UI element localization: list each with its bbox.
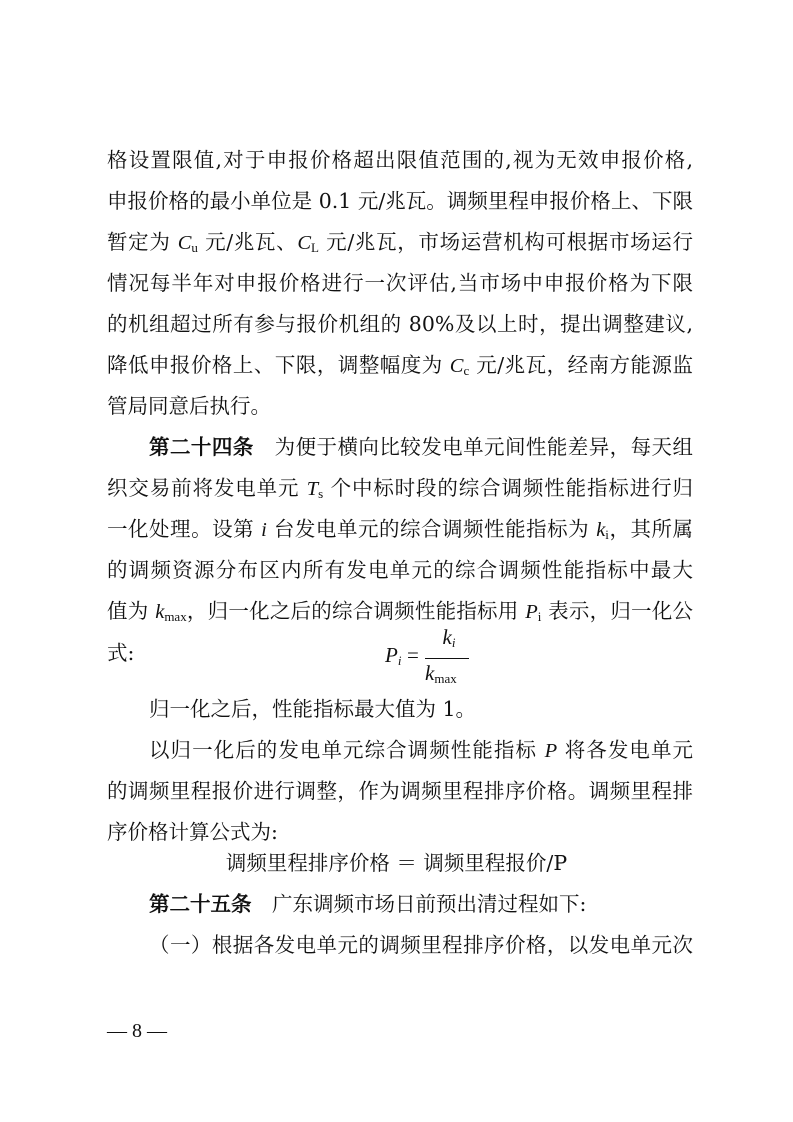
text-fragment: 元/兆瓦、: [197, 230, 298, 254]
text-fragment: ，归一化之后的综合调频性能指标用: [186, 599, 526, 623]
formula-lhs: $P_i$: [385, 643, 402, 668]
article-25-line: [149, 889, 693, 919]
text-line: 序价格计算公式为:: [107, 820, 278, 844]
article-24-first-line: [149, 432, 693, 462]
text-fragment: 元/兆瓦，市场运营机构可根据市场运行: [318, 230, 693, 254]
article-heading: 第二十四条: [149, 435, 254, 459]
math-symbol: i: [261, 519, 267, 541]
math-subscript: i: [451, 635, 456, 650]
text-line: 的机组超过所有参与报价机组的 80%及以上时，提出调整建议,: [107, 312, 693, 336]
text-fragment: 为便于横向比较发电单元间性能差异，每天组: [274, 435, 694, 459]
text-line: [107, 227, 693, 257]
formula-denominator: $k_{max}$: [425, 661, 457, 686]
formula-numerator: $k_i$: [442, 625, 456, 650]
math-symbol: C: [297, 232, 312, 254]
math-symbol: k: [596, 519, 606, 541]
math-subscript: max: [164, 609, 187, 624]
math-symbol: k: [155, 601, 165, 623]
math-subscript: L: [311, 240, 319, 255]
sorting-price-formula: 调频里程排序价格 ＝ 调频里程报价/P: [225, 851, 568, 875]
text-line: 归一化之后，性能指标最大值为 1。: [149, 697, 477, 721]
text-line: 格设置限值,对于申报价格超出限值范围的,视为无效申报价格,: [107, 148, 693, 172]
text-fragment: 暂定为: [107, 230, 178, 254]
formula-equals: =: [407, 643, 419, 667]
text-line: 情况每半年对申报价格进行一次评估,当市场中申报价格为下限: [107, 271, 693, 295]
text-fragment: 台发电单元的综合调频性能指标为: [266, 517, 597, 541]
text-line: 的调频里程报价进行调整，作为调频里程排序价格。调频里程排: [107, 779, 693, 803]
math-subscript: max: [434, 671, 457, 686]
text-fragment: 一化处理。设第: [107, 517, 262, 541]
text-line: [149, 735, 693, 765]
text-fragment: 以归一化后的发电单元综合调频性能指标: [149, 738, 545, 762]
article-heading: 第二十五条: [149, 892, 252, 916]
math-symbol: C: [449, 355, 464, 377]
math-subscript: s: [318, 486, 324, 501]
math-symbol: T: [306, 478, 319, 500]
math-symbol: P: [525, 601, 538, 623]
text-line: [107, 514, 693, 544]
math-subscript: i: [605, 527, 609, 542]
text-fragment: 织交易前将发电单元: [107, 476, 307, 500]
text-fragment: 元/兆瓦，经南方能源监: [469, 353, 693, 377]
text-line: [107, 473, 693, 503]
text-fragment: 将各发电单元: [557, 738, 693, 762]
math-subscript: u: [191, 240, 198, 255]
page-number: — 8 —: [107, 1020, 167, 1042]
text-line: 的调频资源分布区内所有发电单元的综合调频性能指标中最大: [107, 558, 693, 582]
text-fragment: 广东调频市场日前预出清过程如下:: [272, 892, 587, 916]
text-line: 式:: [107, 641, 135, 665]
math-symbol: C: [177, 232, 192, 254]
text-fragment: 值为: [107, 599, 156, 623]
text-fragment: 表示，归一化公: [541, 599, 693, 623]
text-line: 管局同意后执行。: [107, 394, 271, 418]
math-subscript: i: [537, 609, 542, 624]
math-symbol: P: [544, 740, 558, 762]
text-fragment: 降低申报价格上、下限，调整幅度为: [107, 353, 450, 377]
math-subscript: c: [463, 363, 470, 378]
text-line: [107, 350, 693, 380]
math-subscript: i: [397, 653, 402, 668]
text-fragment: 个中标时段的综合调频性能指标进行归: [323, 476, 693, 500]
text-fragment: ，其所属: [608, 517, 693, 541]
list-item: （一）根据各发电单元的调频里程排序价格，以发电单元次: [149, 933, 693, 957]
text-line: 申报价格的最小单位是 0.1 元/兆瓦。调频里程申报价格上、下限: [107, 189, 693, 213]
